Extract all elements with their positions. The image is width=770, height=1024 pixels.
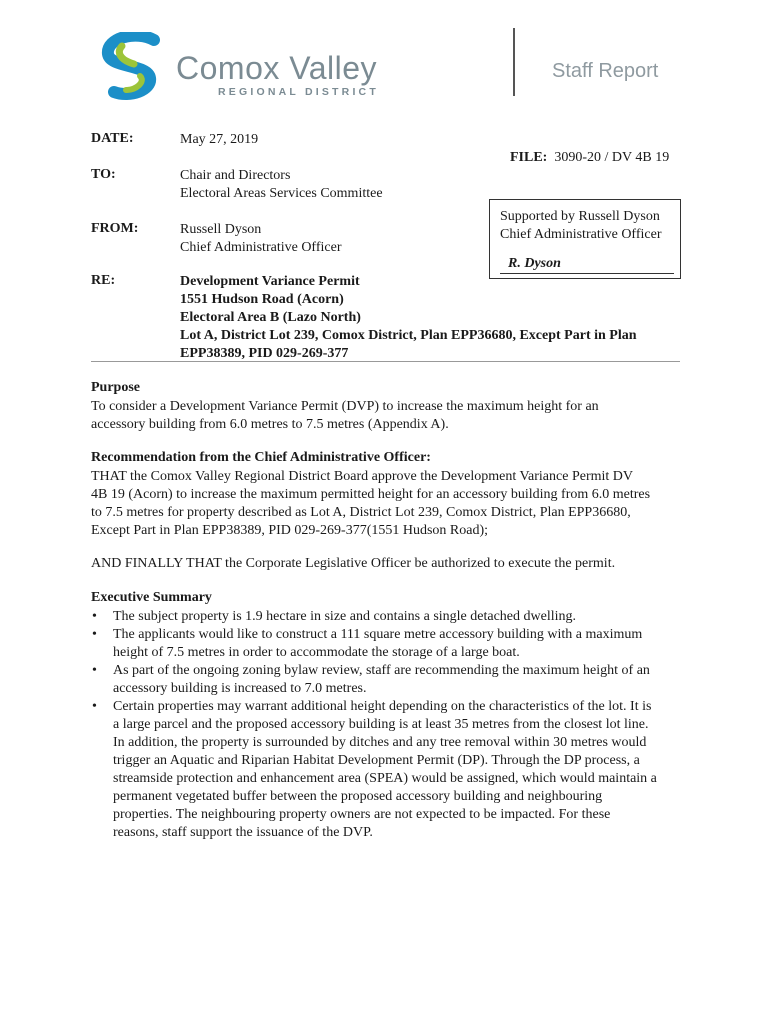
summary-bullet: • The applicants would like to construct a 111 square metre accessory building with a maximum height of 7.5 metres in order to accommodate the storage of a large boat. [92,627,643,660]
crd-logo-icon [96,32,176,102]
date-value: May 27, 2019 [180,132,259,147]
purpose-heading: Purpose [91,380,140,395]
recommendation-line: THAT the Comox Valley Regional District Board approve the Development Variance Permit DV [91,469,633,484]
purpose-line: To consider a Development Variance Permit (DVP) to increase the maximum height for an [91,399,599,414]
support-line: Chief Administrative Officer [500,227,662,242]
recommendation-line: Except Part in Plan EPP38389, PID 029-269-377(1551 Hudson Road); [91,523,489,538]
recommendation-line: 4B 19 (Acorn) to increase the maximum permitted height for an accessory building from 6.0 metres [91,487,651,502]
support-line: Supported by Russell Dyson [500,209,660,224]
to-label: TO: [91,167,116,182]
logo-wordmark: Comox Valley [176,50,378,86]
summary-heading: Executive Summary [91,590,212,605]
finally-text [91,555,691,573]
date-label: DATE: [91,131,134,146]
to-line: Electoral Areas Services Committee [180,186,383,201]
re-label: RE: [91,273,116,288]
file-reference [510,150,669,166]
purpose-line: accessory building from 6.0 metres to 7.5 metres (Appendix A). [91,417,449,432]
re-line: Electoral Area B (Lazo North) [180,310,361,325]
re-line: Development Variance Permit [180,274,360,289]
bullet-icon: • [92,699,97,714]
finally-line: AND FINALLY THAT the Corporate Legislative Officer be authorized to execute the permit. [91,556,616,571]
summary-bullet: • The subject property is 1.9 hectare in size and contains a single detached dwelling. [92,609,577,624]
summary-bullet: • As part of the ongoing zoning bylaw review, staff are recommending the maximum height of an accessory building is increased to 7.0 metres. [92,663,650,696]
from-label: FROM: [91,221,139,236]
recommendation-line: to 7.5 metres for property described as Lot A, District Lot 239, Comox District, Plan EPP36680, [91,505,631,520]
logo-subtitle: REGIONAL DISTRICT [218,86,379,98]
summary-list [91,608,691,842]
to-value [180,167,383,203]
from-line: Russell Dyson [180,222,262,237]
report-type: Staff Report [552,60,659,82]
bullet-icon: • [92,609,97,624]
bullet-icon: • [92,663,97,678]
support-text [500,208,661,244]
header-rule [91,361,680,362]
file-label: FILE: [510,150,548,165]
re-line: EPP38389, PID 029-269-377 [180,346,349,361]
re-line: Lot A, District Lot 239, Comox District, Plan EPP36680, Except Part in Plan [180,328,637,343]
recommendation-text [91,468,691,540]
header-divider [513,28,515,96]
signature: R. Dyson [508,256,561,271]
bullet-icon: • [92,627,97,642]
summary-bullet: • Certain properties may warrant additional height depending on the characteristics of the lot. It is a large parcel and the proposed accessory building is at least 35 metres from the closest lot line. In addition, the property is surrounded by ditches and any tree removal within 30 metres would trigger an Aquatic and Riparian Habitat Development Permit (DP). Through the DP process, a streamside protection and enhancement area (SPEA) would be assigned, which would maintain a permanent vegetated buffer between the proposed accessory building and neighbouring properties. The neighbouring property owners are not expected to be impacted. For these reasons, staff support the issuance of the DVP. [92,699,657,840]
recommendation-heading: Recommendation from the Chief Administrative Officer: [91,450,431,465]
re-line: 1551 Hudson Road (Acorn) [180,292,344,307]
re-value [180,273,637,363]
from-line: Chief Administrative Officer [180,240,342,255]
from-value [180,221,341,257]
file-value: 3090-20 / DV 4B 19 [554,150,670,165]
purpose-text [91,398,691,434]
to-line: Chair and Directors [180,168,291,183]
